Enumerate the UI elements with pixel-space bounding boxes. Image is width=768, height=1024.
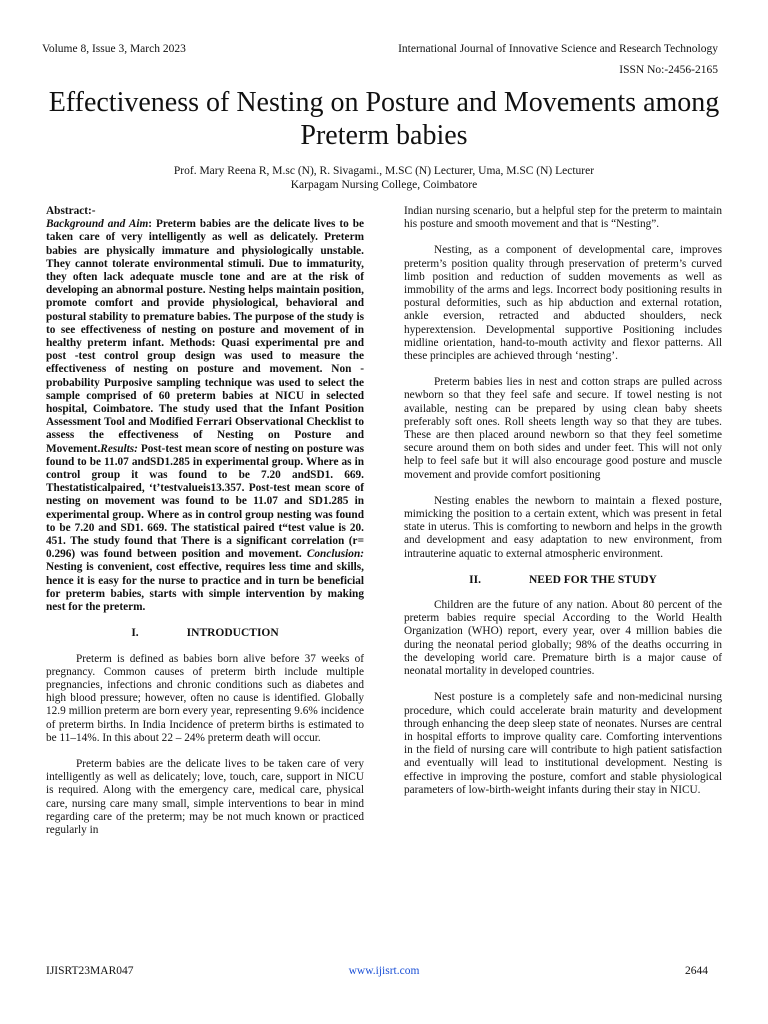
running-header-volume: Volume 8, Issue 3, March 2023 [42,43,186,55]
intro-paragraph-5: Preterm babies lies in nest and cotton straps are pulled across newborn so that they feel safe and secure. If towel nesting is not available, nesting can be prepared by using clean baby sheets preferably soft ones. Roll sheets length way so that they are tubes. These are then placed around newborn so that they feel sometime secure around them on both sides and under feet. This will not only help to feel safe but it will also encourage good posture and muscle movement and provide comfort positioning [404,376,722,481]
need-paragraph-1: Children are the future of any nation. About 80 percent of the preterm babies require special According to the World Health Organization (WHO) report, every year, over 4 million babies die during the neonatal period globally; 98% of the deaths occurring in the developing world care. Premature birth is a major cause of neonatal mortality in developed countries. [404,599,722,678]
results-label: Results: [100,442,138,455]
intro-paragraph-4: Nesting, as a component of developmental care, improves preterm’s position quality through preservation of preterm’s curved limb position and reduction of sudden movements as well as immobility of the arms and legs. Incorrect body positioning results in postural deformities, such as hip abduction and external rotation, ankle eversion, retracted and abducted shoulders, neck hyperextension. Developmental supportive Positioning includes midline orientation, hand-to-mouth activity and flexor patterns. All these principles are achieved through ‘nesting’. [404,244,722,363]
author-affiliation: Karpagam Nursing College, Coimbatore [290,179,478,191]
issn-number: ISSN No:-2456-2165 [619,64,718,76]
author-block [30,164,738,192]
background-aim-label: Background and Aim [46,218,149,231]
section-heading-need [404,574,722,587]
section-title: INTRODUCTION [186,627,279,640]
abstract-body-2: Post-test mean score of nesting on posture was found to be 11.07 andSD1.285 in experimental group. Where as in control group it was found to be 7.20 andSD1. 669. Thestatisticalpaired, ‘t’testvalueis13.357. Post-test mean score of nesting on movement was found to be 11.07 and SD1.285 in experimental group. Where as in control group nesting was found to be 7.20 and SD1. 669. The statistical paired t“test value is 20. 451. The study found that There is a significant correlation (r= 0.296) was found between position and movement. [46,442,364,561]
author-names: Prof. Mary Reena R, M.sc (N), R. Sivagami., M.SC (N) Lecturer, Uma, M.SC (N) Lecturer [173,165,595,177]
intro-paragraph-1: Preterm is defined as babies born alive before 37 weeks of pregnancy. Common causes of preterm birth include multiple pregnancies, infections and chronic conditions such as diabetes and high blood pressure; however, often no cause is identified. Globally 12.9 million preterm are born every year, representing 9.6% incidence of preterm births. In India Incidence of preterm births is estimated to be 11–14%. In this about 22 – 24% preterm death will occur. [46,652,364,744]
section-number: II. [469,573,481,586]
abstract-body-3: Nesting is convenient, cost effective, requires less time and skills, hence it is easy for the nurse to practice and in turn be beneficial for preterm babies, starts with simple intervention by making nest for the preterm. [46,561,364,614]
intro-paragraph-3: Indian nursing scenario, but a helpful step for the preterm to maintain his posture and smooth movement and that is “Nesting”. [404,205,722,231]
section-number: I. [131,627,139,640]
left-column [46,205,364,850]
section-heading-introduction [46,627,364,640]
footer-article-id: IJISRT23MAR047 [46,965,134,977]
running-header-journal: International Journal of Innovative Science and Research Technology [398,43,718,55]
paper-title: Effectiveness of Nesting on Posture and Movements among Preterm babies [48,87,720,151]
section-title: NEED FOR THE STUDY [528,573,657,586]
footer-page-number: 2644 [685,965,708,977]
abstract [46,205,364,614]
abstract-label: Abstract:- [46,205,96,217]
right-column [404,205,722,810]
need-paragraph-2: Nest posture is a completely safe and non-medicinal nursing procedure, which could accelerate brain maturity and development through enhancing the deep sleep state of neonates. Nurses are central in hospital efforts to improve quality care. Comforting interventions in the field of nursing care will contribute to high patient satisfaction and eventually will lead to institutional development. Nesting is effective in improving the posture, comfort and stable physiological parameters of low-birth-weight infants during their stay in NICU. [404,691,722,796]
footer-website-link[interactable]: www.ijisrt.com [348,965,420,977]
intro-paragraph-6: Nesting enables the newborn to maintain a flexed posture, mimicking the position to a certain extent, which was present in fetal state in uterus. This is comforting to newborn and helps in the growth and development and easy adaptation to new environment, from intrauterine aquatic to external atmospheric environment. [404,494,722,560]
intro-paragraph-2: Preterm babies are the delicate lives to be taken care of very intelligently as well as delicately; love, touch, care, support in NICU is required. Along with the emergency care, medical care, physical care, nursing care many small, simple interventions to bear in mind regarding care of the preterm; may be not much known or practiced regularly in [46,757,364,836]
abstract-body-1: : Preterm babies are the delicate lives to be taken care of very intelligently as well as delicately. Preterm babies are physically immature and physiologically unstable. They cannot tolerate environmental stimuli. Due to immaturity, they often lack adequate muscle tone and are at the risk of developing an abnormal posture. Nesting helps maintain position, promote comfort and provide physiological, behavioral and postural stability to premature babies. The purpose of the study is to see effectiveness of nesting on posture and movement of in healthy preterm infant. Methods: Quasi experimental pre and post -test control group design was used to measure the effectiveness of nesting on posture and movement. Non - probability Purposive sampling technique was used to select the sample comprised of 60 preterm babies at NICU in selected hospital, Coimbatore. The study used that the Infant Position Assessment Tool and Modified Ferrari Observational Checklist to assess the effectiveness of Nesting on Posture and Movement. [46,218,364,455]
conclusion-label: Conclusion: [306,548,364,561]
